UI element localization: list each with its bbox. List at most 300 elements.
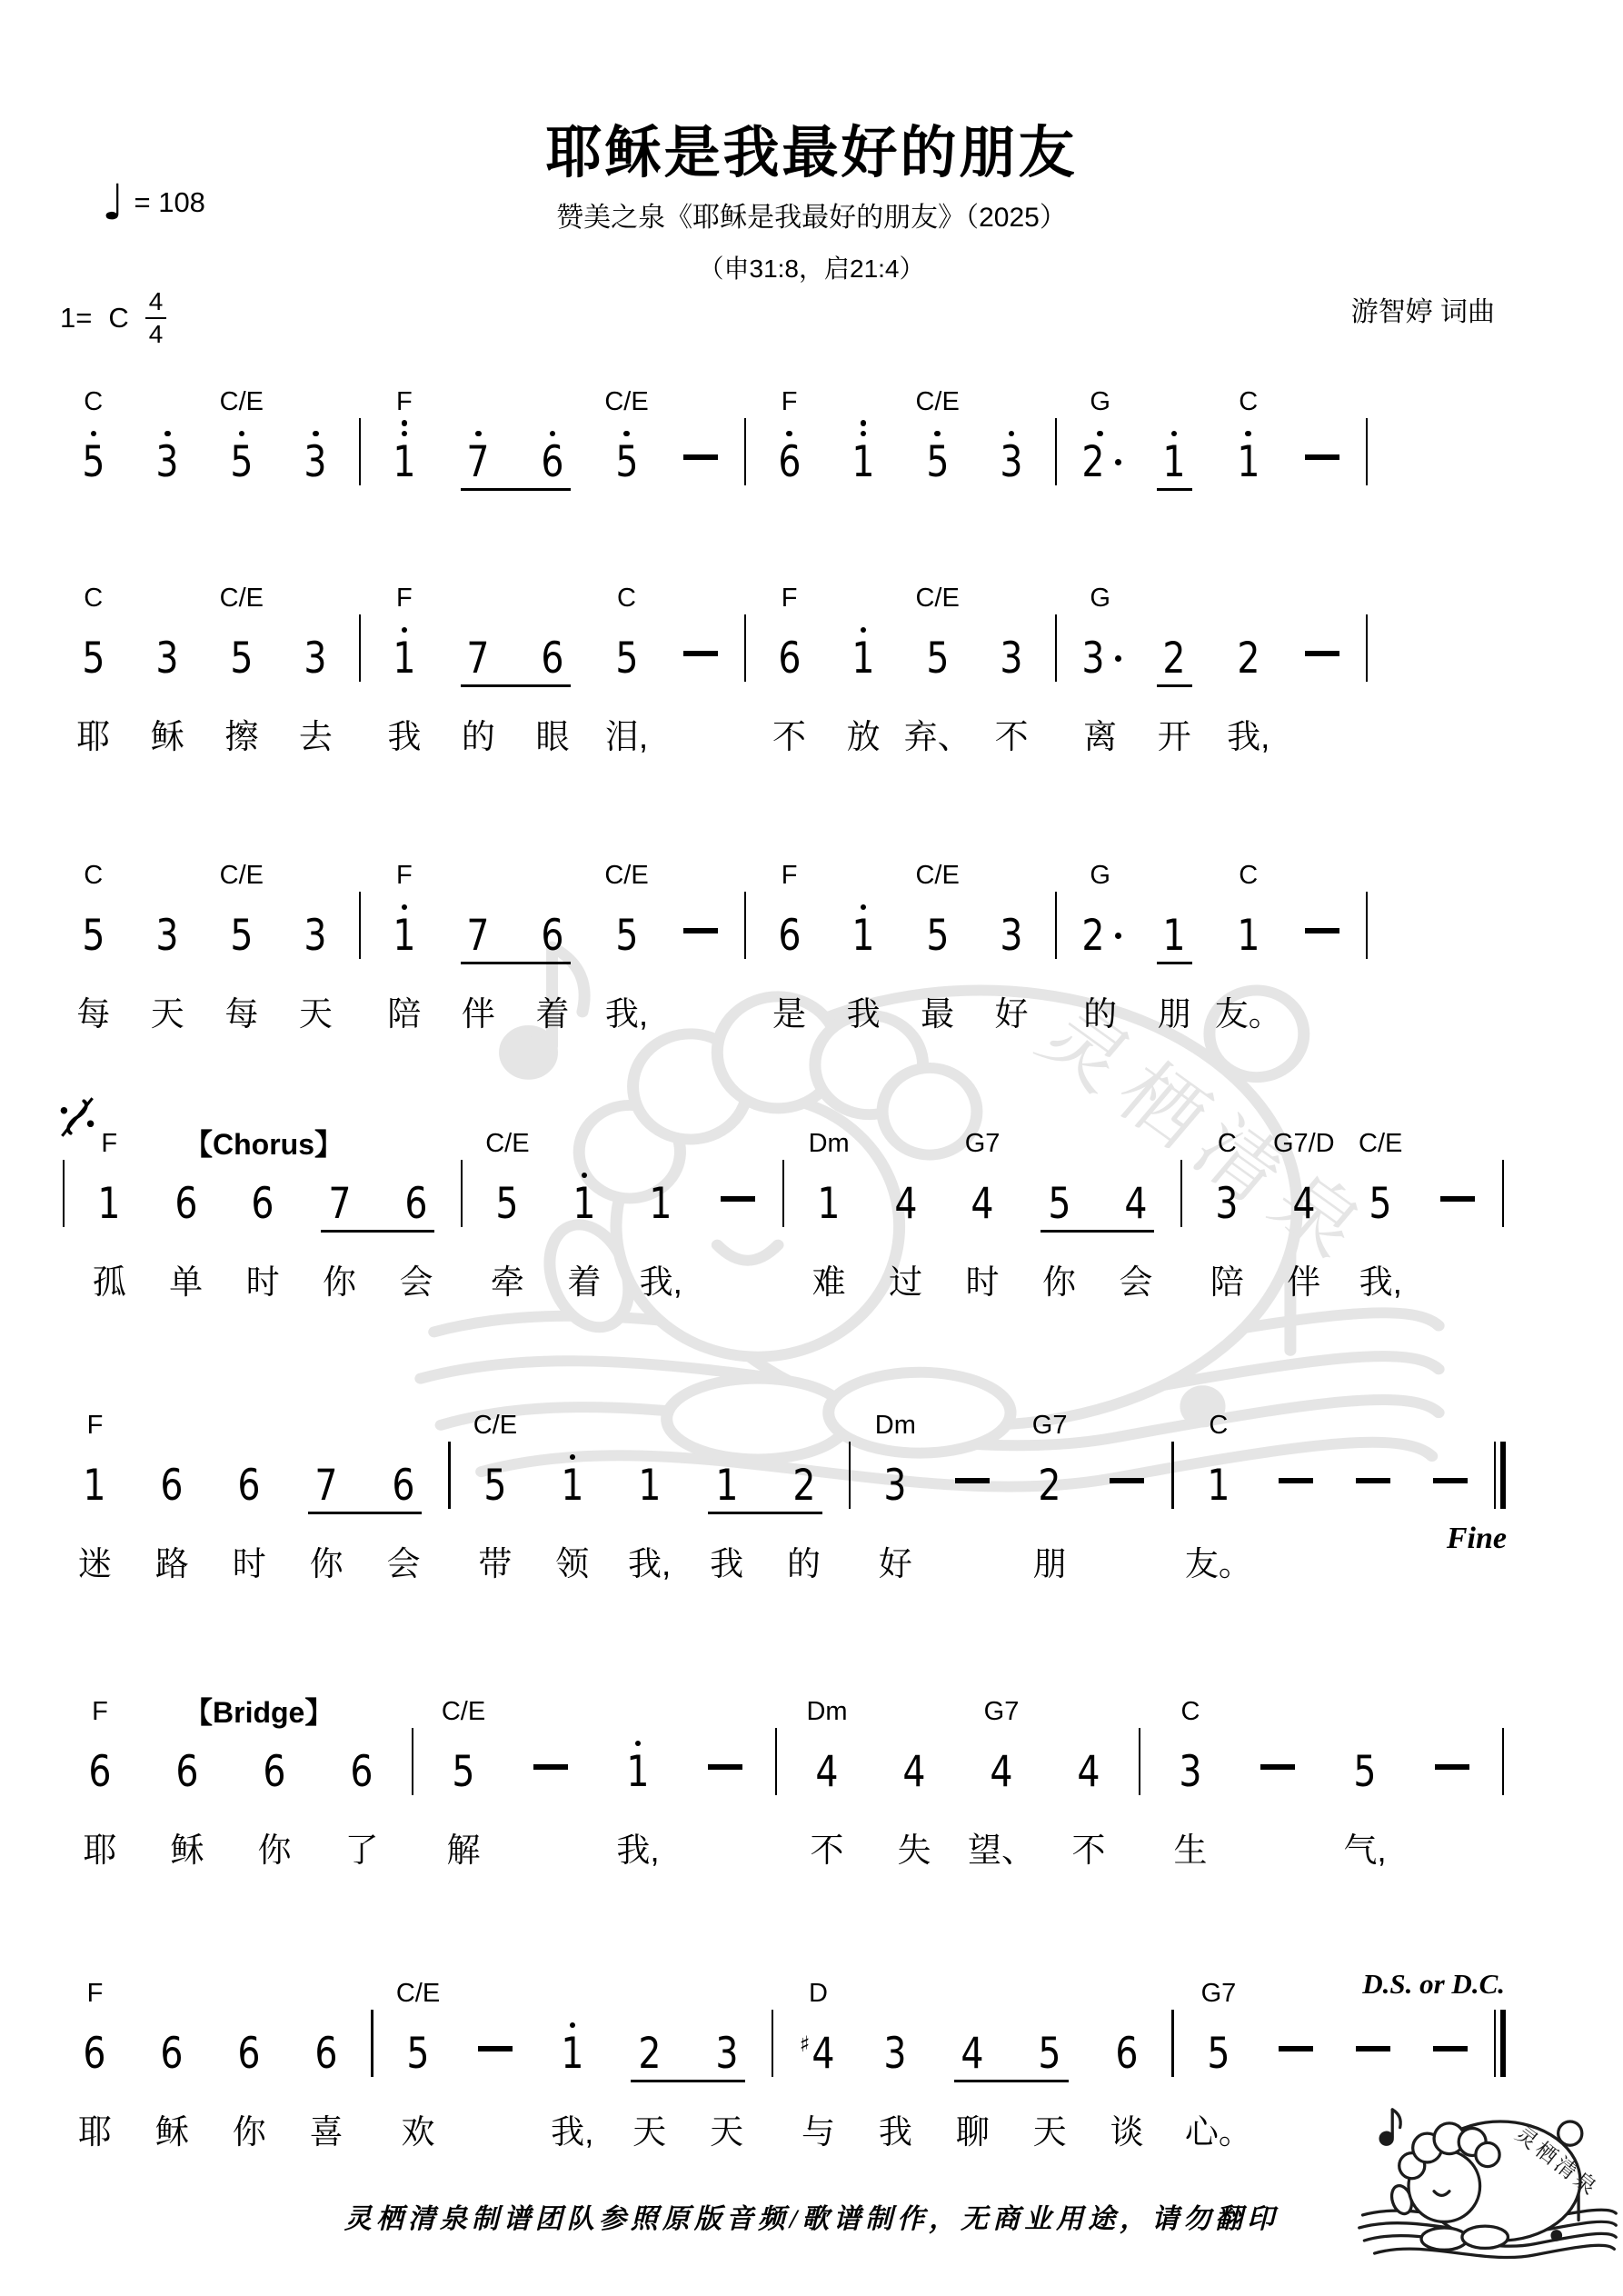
note	[380, 1966, 457, 2151]
lyric: 是	[772, 995, 807, 1033]
dash	[1435, 1764, 1469, 1770]
chord-label: C	[617, 584, 636, 613]
system-2	[56, 571, 1374, 755]
note	[134, 1966, 211, 2151]
chord-label: C/E	[395, 1979, 441, 2008]
note	[765, 1398, 842, 1582]
lyric: 我,	[616, 1832, 660, 1869]
dash-note	[456, 1966, 533, 2082]
note-digit: 5	[230, 437, 254, 487]
note	[56, 848, 131, 1033]
note-digit: 5	[614, 437, 639, 487]
note	[1147, 1684, 1234, 1869]
lyric: 弃、	[903, 718, 971, 755]
lyric: 不	[994, 718, 1029, 755]
note	[211, 1966, 288, 2151]
lyric: 的	[1083, 995, 1118, 1033]
lyric: 迷	[77, 1545, 112, 1582]
note-digit: 1	[1237, 437, 1260, 487]
chord-label: D	[808, 1979, 828, 2008]
dash-note	[1409, 1684, 1496, 1801]
lyric: 谈	[1110, 2113, 1144, 2151]
octave-dots	[550, 431, 556, 437]
note-digit: 1	[393, 911, 416, 961]
note	[688, 1966, 765, 2151]
note-digit: 6	[263, 1747, 286, 1797]
chord-label: C	[1217, 1129, 1237, 1158]
note	[974, 848, 1049, 1033]
chord-label: F	[781, 861, 798, 890]
note-digit: 1	[573, 1179, 596, 1229]
note-digit: 1	[817, 1179, 841, 1229]
chord-label: C	[84, 387, 104, 416]
note-digit: 2	[1080, 441, 1121, 484]
note	[1137, 374, 1211, 491]
eighth-underline	[378, 1230, 434, 1233]
note	[1045, 1684, 1132, 1869]
note	[590, 374, 664, 491]
eighth-underline	[515, 684, 570, 688]
chord-label: F	[396, 387, 413, 416]
note-digit: 1	[561, 2029, 584, 2079]
lyric: 你	[309, 1545, 344, 1582]
note	[783, 1684, 871, 1869]
eighth-underline	[461, 684, 515, 688]
note	[780, 1966, 857, 2151]
chord-label: Dm	[874, 1411, 916, 1440]
lyric: 朋	[1032, 1545, 1067, 1582]
barline	[442, 1405, 456, 1514]
note-digit: 5	[82, 634, 105, 684]
octave-dots	[402, 420, 408, 436]
octave-dots	[402, 904, 408, 911]
note	[826, 571, 901, 755]
note	[752, 374, 827, 491]
note-digit: ♯ 4	[799, 2029, 835, 2079]
chord-label: C	[1239, 387, 1259, 416]
octave-dots	[239, 431, 245, 437]
chord-label: C/E	[441, 1697, 486, 1726]
note-digit: 5	[926, 634, 950, 684]
note-digit: 3	[304, 911, 327, 961]
note	[56, 1684, 144, 1869]
lyric: 我	[846, 995, 881, 1033]
lyric: 友。	[1214, 995, 1282, 1033]
note	[958, 1684, 1045, 1869]
barline	[405, 1692, 420, 1801]
dash-note	[663, 374, 738, 491]
chord-label: F	[92, 1697, 108, 1726]
dash	[1305, 651, 1339, 656]
note	[1011, 1966, 1089, 2151]
note-digit: 5	[82, 437, 105, 487]
note-digit: 6	[237, 2029, 261, 2079]
note-digit: 5	[82, 911, 105, 961]
note-digit: 3	[883, 2029, 907, 2079]
note	[901, 374, 975, 491]
dash-note	[1419, 1116, 1495, 1233]
note	[1342, 1116, 1419, 1301]
note	[456, 1398, 533, 1582]
note	[688, 1398, 765, 1582]
note	[318, 1684, 405, 1869]
note-digit: 2	[792, 1461, 816, 1511]
eighth-underline	[954, 2080, 1011, 2083]
lyric: 牵	[490, 1263, 524, 1301]
lyric: 稣	[150, 718, 184, 755]
note-digit: 5	[230, 911, 254, 961]
octave-dots	[1009, 431, 1015, 437]
note	[546, 1116, 622, 1301]
barline	[1165, 1405, 1180, 1514]
barline	[1174, 1123, 1189, 1233]
chord-label: C/E	[915, 387, 960, 416]
dash	[1433, 2046, 1468, 2051]
note-digit: 7	[327, 1179, 352, 1229]
chord-label: G7	[983, 1697, 1020, 1726]
chord-label: G7/D	[1272, 1129, 1335, 1158]
barline	[1496, 1123, 1510, 1233]
barline	[776, 1123, 791, 1233]
barline	[738, 382, 752, 491]
octave-dots	[91, 431, 97, 437]
note	[622, 1116, 699, 1301]
chord-label: C	[1239, 861, 1259, 890]
note-digit: 3	[304, 437, 327, 487]
lyric: 我,	[1359, 1263, 1402, 1301]
note	[857, 1966, 934, 2151]
eighth-underline	[321, 1230, 377, 1233]
dash	[1305, 928, 1339, 933]
eighth-underline	[515, 962, 570, 965]
barline	[1165, 1973, 1180, 2082]
note	[420, 1684, 507, 1869]
note	[515, 571, 590, 755]
chord-label: G	[1090, 387, 1110, 416]
lyric: 失	[897, 1832, 931, 1869]
chord-label: C/E	[604, 387, 649, 416]
lyric: 时	[965, 1263, 1000, 1301]
lyric: 我	[710, 1545, 744, 1582]
time-denominator: 4	[145, 317, 167, 347]
note-digit: 5	[495, 1179, 519, 1229]
chord-label: C	[1180, 1697, 1200, 1726]
barline	[738, 855, 752, 964]
note	[442, 848, 516, 1033]
barline	[1132, 1692, 1147, 1801]
note	[867, 1116, 943, 1301]
note-digit: 4	[815, 1747, 839, 1797]
barline	[1359, 855, 1374, 964]
note	[279, 848, 353, 1033]
system-1	[56, 374, 1374, 491]
chord-label: Dm	[806, 1697, 848, 1726]
lyric: 聊	[955, 2113, 990, 2151]
dash-note	[1234, 1684, 1321, 1801]
note-digit: 5	[1369, 1179, 1392, 1229]
note-digit: 2	[1162, 634, 1186, 684]
dash	[478, 2046, 513, 2051]
eighth-underline	[1157, 684, 1192, 688]
lyric: 会	[399, 1263, 433, 1301]
lyric: 好	[994, 995, 1029, 1033]
octave-dots	[861, 904, 867, 911]
note	[469, 1116, 545, 1301]
eighth-underline	[765, 1512, 822, 1515]
dash	[1260, 1764, 1295, 1770]
dash-note	[934, 1398, 1011, 1514]
note-digit: 6	[777, 634, 802, 684]
note	[590, 848, 664, 1033]
scripture-reference: （申31:8，启21:4）	[698, 255, 925, 283]
note-digit: 5	[1047, 1179, 1071, 1229]
chord-label: C/E	[219, 387, 264, 416]
note-digit: 4	[1292, 1179, 1316, 1229]
lyric: 单	[169, 1263, 204, 1301]
dash-note	[1286, 374, 1360, 491]
octave-dots	[1097, 431, 1103, 437]
note	[1021, 1116, 1097, 1301]
note	[791, 1116, 867, 1301]
chord-label: G7	[1031, 1411, 1068, 1440]
barline	[765, 1973, 780, 2082]
lyric: 生	[1173, 1832, 1208, 1869]
lyric: 稣	[154, 2113, 189, 2151]
dash-note	[700, 1116, 776, 1233]
lyric: 孤	[92, 1263, 126, 1301]
octave-dots	[570, 1454, 576, 1461]
note-digit: 3	[1080, 637, 1121, 680]
dash-note	[507, 1684, 594, 1801]
note-digit: 5	[1207, 2029, 1230, 2079]
barline	[1496, 1692, 1510, 1801]
barline	[56, 1123, 71, 1233]
lyric: 你	[232, 2113, 266, 2151]
note-digit: 4	[961, 2029, 984, 2079]
note	[131, 848, 205, 1033]
octave-dots	[861, 420, 867, 436]
note-digit: 2	[1237, 634, 1260, 684]
chord-label: F	[86, 1411, 104, 1440]
system-7	[56, 1966, 1510, 2151]
note-digit: 6	[237, 1461, 261, 1511]
note-digit: 2	[638, 2029, 662, 2079]
note-digit: 5	[926, 911, 950, 961]
lyric: 心。	[1184, 2113, 1252, 2151]
note-digit: 6	[251, 1179, 274, 1229]
eighth-underline	[1011, 2080, 1069, 2083]
note-digit: 6	[175, 1747, 199, 1797]
octave-dots	[635, 1741, 642, 1747]
chord-label: G7	[1200, 1979, 1237, 2008]
note-digit: 5	[452, 1747, 475, 1797]
note	[131, 571, 205, 755]
note-digit: 2	[1038, 1461, 1061, 1511]
note	[611, 1398, 688, 1582]
note	[857, 1398, 934, 1582]
note	[204, 571, 279, 755]
note	[1180, 1966, 1257, 2151]
lyric: 伴	[1287, 1263, 1321, 1301]
dash-note	[682, 1684, 769, 1801]
chord-label: C/E	[219, 584, 264, 613]
octave-dots	[582, 1173, 588, 1179]
barline	[1359, 382, 1374, 491]
note-digit: 1	[393, 437, 416, 487]
note-digit: 5	[1353, 1747, 1377, 1797]
song-subtitle: 赞美之泉《耶稣是我最好的朋友》（2025）	[556, 203, 1067, 233]
dash	[1433, 1478, 1468, 1483]
footer-caption: 灵栖清泉制谱团队参照原版音频/歌谱制作，无商业用途，请勿翻印	[344, 2204, 1279, 2234]
eighth-underline	[365, 1512, 423, 1515]
dash	[1279, 2046, 1313, 2051]
dash	[1356, 1478, 1390, 1483]
dash	[683, 928, 718, 933]
lyric: 我	[878, 2113, 912, 2151]
note-digit: 1	[851, 634, 875, 684]
note	[901, 571, 975, 755]
note-digit: 6	[160, 1461, 184, 1511]
dash	[1110, 1478, 1144, 1483]
dash	[683, 454, 718, 460]
octave-dots	[570, 2022, 576, 2029]
dash-note	[1334, 1966, 1411, 2082]
note	[367, 374, 442, 491]
note-digit: 1	[851, 437, 875, 487]
octave-dots	[164, 431, 171, 437]
lyric: 离	[1083, 718, 1118, 755]
note	[901, 848, 975, 1033]
barline	[365, 1973, 380, 2082]
publisher-sheep-logo	[1356, 2085, 1619, 2291]
eighth-underline	[461, 488, 515, 492]
note	[442, 571, 516, 755]
note	[224, 1116, 301, 1301]
lyric: 时	[245, 1263, 280, 1301]
song-title: 耶稣是我最好的朋友	[545, 122, 1078, 185]
note-digit: 1	[97, 1179, 121, 1229]
note	[1266, 1116, 1342, 1301]
note-digit: 7	[466, 437, 490, 487]
system-3	[56, 848, 1374, 1033]
note-digit: 6	[541, 437, 564, 487]
note-digit: 3	[715, 2029, 739, 2079]
chord-label: G	[1090, 584, 1110, 613]
dash-note	[1257, 1966, 1334, 2082]
lyric: 我,	[1227, 718, 1270, 755]
note	[301, 1116, 377, 1301]
eighth-underline	[461, 962, 515, 965]
note	[1180, 1398, 1257, 1582]
eighth-underline	[1157, 962, 1192, 965]
note	[515, 848, 590, 1033]
note	[533, 1966, 611, 2151]
note	[1189, 1116, 1265, 1301]
lyric: 了	[344, 1832, 379, 1869]
note-digit: 3	[155, 437, 179, 487]
chord-label: C	[84, 584, 104, 613]
octave-dots	[861, 627, 867, 634]
note-digit: 4	[1124, 1179, 1148, 1229]
note-digit: 2	[1080, 914, 1121, 957]
lyric: 不	[810, 1832, 844, 1869]
note	[204, 848, 279, 1033]
note	[279, 374, 353, 491]
note	[752, 571, 827, 755]
note-digit: 3	[155, 911, 179, 961]
note	[442, 374, 516, 491]
note	[594, 1684, 682, 1869]
note	[1137, 571, 1211, 755]
octave-dots	[934, 431, 941, 437]
lyric: 天	[632, 2113, 667, 2151]
note-digit: 1	[851, 911, 875, 961]
barline	[353, 382, 367, 491]
lyric: 我	[387, 718, 422, 755]
dash-note	[1286, 848, 1360, 964]
note	[131, 374, 205, 491]
dash-note	[1334, 1398, 1411, 1514]
note-digit: 6	[777, 437, 802, 487]
note	[1137, 848, 1211, 1033]
lyric: 我,	[628, 1545, 672, 1582]
chord-label: F	[781, 387, 798, 416]
dash	[683, 651, 718, 656]
lyric: 的	[461, 718, 495, 755]
note	[871, 1684, 958, 1869]
note-digit: 5	[406, 2029, 430, 2079]
key-label: 1=	[60, 302, 93, 334]
lyric: 会	[1119, 1263, 1153, 1301]
lyric: 领	[555, 1545, 590, 1582]
note	[1063, 571, 1138, 755]
dash	[533, 1764, 568, 1770]
note-digit: 3	[883, 1461, 907, 1511]
eighth-underline	[1098, 1230, 1154, 1233]
note	[144, 1684, 231, 1869]
note	[826, 848, 901, 1033]
note	[515, 374, 590, 491]
note-digit: 3	[1179, 1747, 1202, 1797]
lyric: 不	[1071, 1832, 1106, 1869]
chord-label: F	[86, 1979, 104, 2008]
lyric: 气,	[1343, 1832, 1387, 1869]
chord-label: C	[84, 861, 104, 890]
section-label: 【Bridge】	[184, 1696, 334, 1729]
note	[826, 374, 901, 491]
lyric: 我,	[639, 1263, 682, 1301]
lyric: 伴	[461, 995, 495, 1033]
lyric: 与	[801, 2113, 835, 2151]
note	[378, 1116, 454, 1301]
note	[1211, 571, 1286, 755]
note	[611, 1966, 688, 2151]
note-digit: 6	[541, 634, 564, 684]
note	[211, 1398, 288, 1582]
fine-label: Fine	[1446, 1522, 1507, 1555]
lyric: 喜	[309, 2113, 344, 2151]
chord-label: C/E	[1359, 1129, 1403, 1158]
note-digit: 7	[314, 1461, 338, 1511]
barline	[1359, 578, 1374, 687]
eighth-underline	[1157, 488, 1192, 492]
lyric: 耶	[83, 1832, 117, 1869]
octave-dots	[623, 431, 630, 437]
note-digit: 6	[777, 911, 802, 961]
note-digit: 6	[1115, 2029, 1139, 2079]
note	[974, 374, 1049, 491]
note	[231, 1684, 318, 1869]
